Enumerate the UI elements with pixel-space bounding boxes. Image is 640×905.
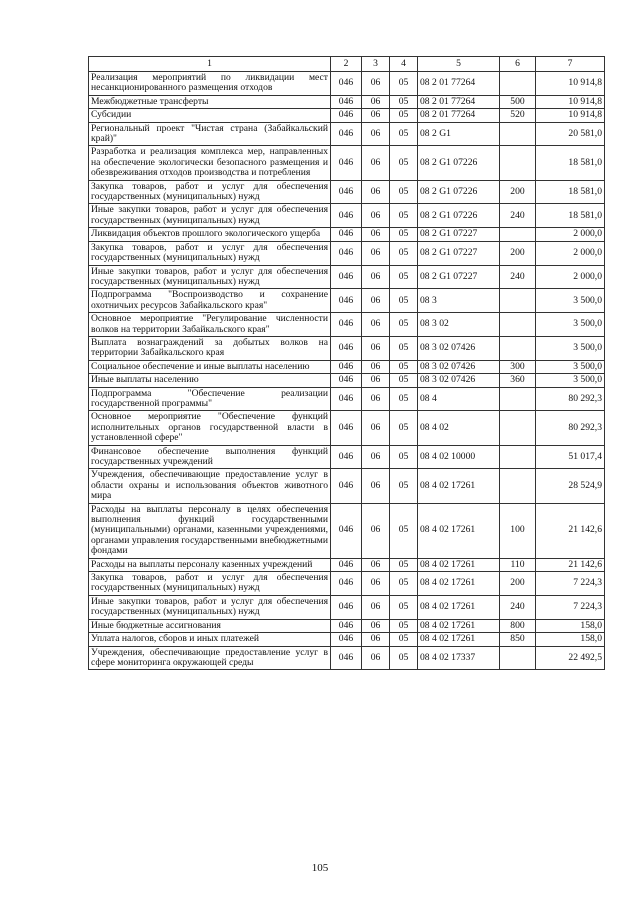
row-name-cell: Иные закупки товаров, работ и услуг для обеспечения государственных (муниципальных) нужд (89, 595, 331, 619)
row-c3-cell: 06 (362, 146, 390, 180)
row-name-cell: Социальное обеспечение и иные выплаты населению (89, 360, 331, 373)
row-c5-cell: 08 2 G1 07226 (418, 180, 500, 204)
row-c2-cell: 046 (331, 387, 362, 411)
row-c4-cell: 05 (390, 595, 418, 619)
row-c3-cell: 06 (362, 109, 390, 122)
row-c2-cell: 046 (331, 122, 362, 146)
row-c2-cell: 046 (331, 360, 362, 373)
row-name-cell: Иные бюджетные ассигнования (89, 619, 331, 632)
row-c3-cell: 06 (362, 646, 390, 670)
row-name-cell: Основное мероприятие "Обеспечение функций исполнительных органов государственной власти в установленной сфере" (89, 411, 331, 445)
row-c4-cell: 05 (390, 619, 418, 632)
row-c6-cell (500, 122, 536, 146)
row-c6-cell: 300 (500, 360, 536, 373)
row-c5-cell: 08 4 02 17261 (418, 572, 500, 596)
table-row (89, 336, 605, 360)
row-c5-cell: 08 2 G1 07227 (418, 228, 500, 241)
row-c5-cell: 08 4 02 17261 (418, 469, 500, 503)
row-name-cell: Закупка товаров, работ и услуг для обеспечения государственных (муниципальных) нужд (89, 572, 331, 596)
row-c4-cell: 05 (390, 411, 418, 445)
row-c5-cell: 08 2 01 77264 (418, 72, 500, 96)
table-row (89, 228, 605, 241)
row-c4-cell: 05 (390, 503, 418, 558)
table-row (89, 265, 605, 289)
row-c7-cell: 51 017,4 (536, 445, 605, 469)
table-row (89, 374, 605, 387)
row-c7-cell: 18 581,0 (536, 180, 605, 204)
row-c3-cell: 06 (362, 503, 390, 558)
row-c3-cell: 06 (362, 445, 390, 469)
row-c4-cell: 05 (390, 72, 418, 96)
row-name-cell: Субсидии (89, 109, 331, 122)
row-c7-cell: 3 500,0 (536, 374, 605, 387)
row-name-cell: Учреждения, обеспечивающие предоставление услуг в области охраны и использования объектов животного мира (89, 469, 331, 503)
row-c3-cell: 06 (362, 572, 390, 596)
row-c2-cell: 046 (331, 241, 362, 265)
column-header: 6 (500, 57, 536, 72)
row-c2-cell: 046 (331, 469, 362, 503)
row-c7-cell: 3 500,0 (536, 336, 605, 360)
row-c7-cell: 21 142,6 (536, 558, 605, 571)
row-name-cell: Финансовое обеспечение выполнения функций государственных учреждений (89, 445, 331, 469)
column-header: 5 (418, 57, 500, 72)
row-c4-cell: 05 (390, 445, 418, 469)
row-c2-cell: 046 (331, 289, 362, 313)
row-c4-cell: 05 (390, 180, 418, 204)
row-c3-cell: 06 (362, 95, 390, 108)
row-c6-cell (500, 469, 536, 503)
row-name-cell: Региональный проект "Чистая страна (Забайкальский край)" (89, 122, 331, 146)
row-name-cell: Расходы на выплаты персоналу в целях обеспечения выполнения функций государственными (муниципальными) органами, казенными учреждениями, органами управления государственными внебюджетными фондами (89, 503, 331, 558)
table-row (89, 503, 605, 558)
row-name-cell: Межбюджетные трансферты (89, 95, 331, 108)
row-c2-cell: 046 (331, 503, 362, 558)
row-c5-cell: 08 3 02 07426 (418, 374, 500, 387)
row-c7-cell: 7 224,3 (536, 572, 605, 596)
row-c4-cell: 05 (390, 241, 418, 265)
row-c4-cell: 05 (390, 146, 418, 180)
row-c6-cell: 200 (500, 180, 536, 204)
table-header-row (89, 57, 605, 72)
row-c4-cell: 05 (390, 572, 418, 596)
row-c2-cell: 046 (331, 411, 362, 445)
row-c5-cell: 08 4 (418, 387, 500, 411)
column-header: 3 (362, 57, 390, 72)
row-c3-cell: 06 (362, 313, 390, 337)
row-c6-cell: 240 (500, 204, 536, 228)
table-row (89, 204, 605, 228)
table-row (89, 633, 605, 646)
row-c4-cell: 05 (390, 469, 418, 503)
row-name-cell: Реализация мероприятий по ликвидации мест несанкционированного размещения отходов (89, 72, 331, 96)
row-c7-cell: 7 224,3 (536, 595, 605, 619)
row-name-cell: Подпрограмма "Обеспечение реализации государственной программы" (89, 387, 331, 411)
row-name-cell: Подпрограмма "Воспроизводство и сохранение охотничьих ресурсов Забайкальского края" (89, 289, 331, 313)
row-c7-cell: 10 914,8 (536, 95, 605, 108)
row-c6-cell: 110 (500, 558, 536, 571)
table-row (89, 72, 605, 96)
row-c2-cell: 046 (331, 204, 362, 228)
table-row (89, 445, 605, 469)
row-c5-cell: 08 4 02 (418, 411, 500, 445)
row-name-cell: Ликвидация объектов прошлого экологического ущерба (89, 228, 331, 241)
row-c4-cell: 05 (390, 336, 418, 360)
row-c5-cell: 08 3 02 07426 (418, 360, 500, 373)
row-c5-cell: 08 2 G1 07227 (418, 265, 500, 289)
row-c5-cell: 08 4 02 17261 (418, 633, 500, 646)
table-row (89, 289, 605, 313)
row-c5-cell: 08 4 02 17261 (418, 558, 500, 571)
row-c2-cell: 046 (331, 646, 362, 670)
row-c5-cell: 08 2 G1 07226 (418, 146, 500, 180)
row-c4-cell: 05 (390, 558, 418, 571)
row-c7-cell: 22 492,5 (536, 646, 605, 670)
row-c3-cell: 06 (362, 469, 390, 503)
row-c6-cell: 500 (500, 95, 536, 108)
row-c7-cell: 18 581,0 (536, 204, 605, 228)
row-c3-cell: 06 (362, 374, 390, 387)
row-c3-cell: 06 (362, 336, 390, 360)
row-c5-cell: 08 4 02 17261 (418, 595, 500, 619)
row-c2-cell: 046 (331, 445, 362, 469)
row-name-cell: Закупка товаров, работ и услуг для обеспечения государственных (муниципальных) нужд (89, 241, 331, 265)
row-c2-cell: 046 (331, 146, 362, 180)
row-c2-cell: 046 (331, 619, 362, 632)
row-c3-cell: 06 (362, 241, 390, 265)
row-name-cell: Разработка и реализация комплекса мер, направленных на обеспечение экологически безопасного размещения и обезвреживания отходов производства и потребления (89, 146, 331, 180)
row-name-cell: Учреждения, обеспечивающие предоставление услуг в сфере мониторинга окружающей среды (89, 646, 331, 670)
row-c3-cell: 06 (362, 204, 390, 228)
row-c6-cell: 100 (500, 503, 536, 558)
row-c2-cell: 046 (331, 109, 362, 122)
row-c7-cell: 158,0 (536, 619, 605, 632)
row-c5-cell: 08 3 02 (418, 313, 500, 337)
row-c6-cell (500, 387, 536, 411)
row-c3-cell: 06 (362, 289, 390, 313)
table-row (89, 180, 605, 204)
row-c6-cell (500, 445, 536, 469)
budget-table (88, 56, 605, 670)
table-row (89, 646, 605, 670)
row-c5-cell: 08 4 02 17337 (418, 646, 500, 670)
table-row (89, 241, 605, 265)
row-c4-cell: 05 (390, 289, 418, 313)
row-c4-cell: 05 (390, 95, 418, 108)
row-c7-cell: 20 581,0 (536, 122, 605, 146)
row-c4-cell: 05 (390, 109, 418, 122)
row-c2-cell: 046 (331, 595, 362, 619)
row-c5-cell: 08 3 02 07426 (418, 336, 500, 360)
row-c7-cell: 158,0 (536, 633, 605, 646)
row-c6-cell (500, 72, 536, 96)
column-header: 1 (89, 57, 331, 72)
row-c2-cell: 046 (331, 313, 362, 337)
row-c6-cell (500, 289, 536, 313)
row-c3-cell: 06 (362, 72, 390, 96)
row-c2-cell: 046 (331, 336, 362, 360)
table-row (89, 572, 605, 596)
row-c3-cell: 06 (362, 411, 390, 445)
row-c4-cell: 05 (390, 204, 418, 228)
row-c2-cell: 046 (331, 228, 362, 241)
row-c7-cell: 80 292,3 (536, 387, 605, 411)
column-header: 4 (390, 57, 418, 72)
table-row (89, 146, 605, 180)
row-c5-cell: 08 4 02 10000 (418, 445, 500, 469)
row-c6-cell: 850 (500, 633, 536, 646)
row-c7-cell: 21 142,6 (536, 503, 605, 558)
row-c6-cell (500, 146, 536, 180)
row-c4-cell: 05 (390, 313, 418, 337)
row-c3-cell: 06 (362, 558, 390, 571)
row-c2-cell: 046 (331, 95, 362, 108)
row-c7-cell: 10 914,8 (536, 109, 605, 122)
table-row (89, 595, 605, 619)
table-row (89, 558, 605, 571)
row-c3-cell: 06 (362, 228, 390, 241)
row-c7-cell: 28 524,9 (536, 469, 605, 503)
table-row (89, 411, 605, 445)
row-c7-cell: 80 292,3 (536, 411, 605, 445)
row-c6-cell: 520 (500, 109, 536, 122)
row-c6-cell: 240 (500, 595, 536, 619)
row-name-cell: Закупка товаров, работ и услуг для обеспечения государственных (муниципальных) нужд (89, 180, 331, 204)
row-c2-cell: 046 (331, 558, 362, 571)
row-c6-cell: 200 (500, 572, 536, 596)
table-row (89, 109, 605, 122)
table-row (89, 387, 605, 411)
row-c3-cell: 06 (362, 619, 390, 632)
row-c3-cell: 06 (362, 595, 390, 619)
row-c7-cell: 18 581,0 (536, 146, 605, 180)
row-name-cell: Иные закупки товаров, работ и услуг для обеспечения государственных (муниципальных) нужд (89, 204, 331, 228)
row-c2-cell: 046 (331, 180, 362, 204)
row-c3-cell: 06 (362, 265, 390, 289)
column-header: 7 (536, 57, 605, 72)
row-c6-cell (500, 313, 536, 337)
row-c6-cell (500, 646, 536, 670)
row-c3-cell: 06 (362, 122, 390, 146)
row-c2-cell: 046 (331, 72, 362, 96)
row-c7-cell: 2 000,0 (536, 228, 605, 241)
table-row (89, 313, 605, 337)
row-c5-cell: 08 3 (418, 289, 500, 313)
row-c6-cell: 360 (500, 374, 536, 387)
row-c3-cell: 06 (362, 360, 390, 373)
row-c6-cell: 240 (500, 265, 536, 289)
row-name-cell: Иные закупки товаров, работ и услуг для обеспечения государственных (муниципальных) нужд (89, 265, 331, 289)
table-row (89, 95, 605, 108)
row-c4-cell: 05 (390, 633, 418, 646)
row-c7-cell: 2 000,0 (536, 241, 605, 265)
row-c5-cell: 08 2 01 77264 (418, 95, 500, 108)
row-c4-cell: 05 (390, 374, 418, 387)
row-c6-cell: 200 (500, 241, 536, 265)
row-name-cell: Расходы на выплаты персоналу казенных учреждений (89, 558, 331, 571)
page-number: 105 (311, 862, 329, 874)
row-c2-cell: 046 (331, 633, 362, 646)
row-c6-cell: 800 (500, 619, 536, 632)
row-name-cell: Уплата налогов, сборов и иных платежей (89, 633, 331, 646)
row-c7-cell: 3 500,0 (536, 313, 605, 337)
row-c6-cell (500, 411, 536, 445)
row-c7-cell: 2 000,0 (536, 265, 605, 289)
row-c4-cell: 05 (390, 646, 418, 670)
table-body (89, 72, 605, 670)
row-c2-cell: 046 (331, 265, 362, 289)
row-c7-cell: 3 500,0 (536, 360, 605, 373)
row-name-cell: Выплата вознаграждений за добытых волков на территории Забайкальского края (89, 336, 331, 360)
row-c4-cell: 05 (390, 228, 418, 241)
table-row (89, 619, 605, 632)
row-c6-cell (500, 336, 536, 360)
row-c4-cell: 05 (390, 265, 418, 289)
row-c5-cell: 08 4 02 17261 (418, 503, 500, 558)
row-c3-cell: 06 (362, 387, 390, 411)
row-name-cell: Иные выплаты населению (89, 374, 331, 387)
table-row (89, 360, 605, 373)
row-c3-cell: 06 (362, 180, 390, 204)
table-row (89, 122, 605, 146)
row-c7-cell: 3 500,0 (536, 289, 605, 313)
row-c7-cell: 10 914,8 (536, 72, 605, 96)
row-c5-cell: 08 2 G1 (418, 122, 500, 146)
row-c6-cell (500, 228, 536, 241)
table-row (89, 469, 605, 503)
row-name-cell: Основное мероприятие "Регулирование численности волков на территории Забайкальского края" (89, 313, 331, 337)
row-c4-cell: 05 (390, 360, 418, 373)
row-c4-cell: 05 (390, 387, 418, 411)
row-c2-cell: 046 (331, 374, 362, 387)
row-c3-cell: 06 (362, 633, 390, 646)
row-c2-cell: 046 (331, 572, 362, 596)
row-c5-cell: 08 2 01 77264 (418, 109, 500, 122)
row-c5-cell: 08 2 G1 07227 (418, 241, 500, 265)
row-c5-cell: 08 2 G1 07226 (418, 204, 500, 228)
row-c4-cell: 05 (390, 122, 418, 146)
column-header: 2 (331, 57, 362, 72)
row-c5-cell: 08 4 02 17261 (418, 619, 500, 632)
